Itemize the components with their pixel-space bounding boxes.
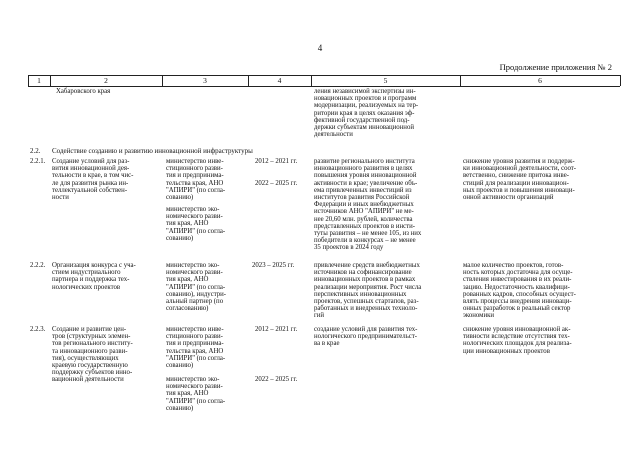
row-risks: снижение уровня инновационной ак- тивности вследствие отсутствия тех- нологических площадок для реализа- ции инновационных проектов — [463, 326, 572, 355]
row-name: Создание условий для раз- вития инновационной дея- тельности в крае, в том чис- ле для развития рынка ин- теллектуальной собствен- ности — [52, 158, 134, 202]
section-title: Содействие созданию и развитию инновационной инфраструктуры — [52, 147, 253, 155]
row-executor-2: министерство эко- номического разви- тия края, АНО "АПИРИ" (по согла- сованию) — [166, 376, 226, 412]
row-executor-2: министерство эко- номического разви- тия края, АНО "АПИРИ" (по согла- сованию) — [166, 206, 226, 242]
row-name: Создание и развитие цен- тров (структурных элемен- тов регионального институ- та инновационного разви- тия), осуществляющих краевую государственную поддержку субъектов инно- вационной деятельности — [52, 326, 133, 384]
section-number: 2.2. — [30, 147, 41, 155]
row-number: 2.2.3. — [30, 326, 46, 333]
header-col-1: 1 — [37, 76, 41, 85]
col-divider-6 — [620, 75, 621, 86]
header-col-5: 5 — [383, 76, 388, 85]
row-result: развитие регионального института инновационного развития в целях повышения уровня инновационной активности в крае; увеличение объ- ема привлеченных инвестиций из институтов развития Российской Федерации и иных внебюджетных источников АНО "АПИРИ" не ме- нее 20,60 млн. рублей, количества представленных проектов в инсти- туты развития – не менее 105, из них победители в конкурсах – не менее 35 проектов в 2024 году — [314, 158, 422, 252]
table-header-bottom-border — [28, 86, 620, 87]
row-result: создание условий для развития тех- нологического предпринимательст- ва в крае — [314, 326, 418, 348]
row-term-2: 2022 – 2025 гг. — [255, 180, 298, 187]
row-term: 2012 – 2021 гг. — [255, 158, 298, 165]
row-result: привлечение средств внебюджетных источников на софинансирование инновационных проектов в рамках реализации мероприятия. Рост числа перспективных инновационных проектов, успешных стартапов, раз- работанных и внедренных техноло- гий — [314, 262, 422, 320]
top-row-result: ления независимой экспертизы ин- новационных проектов и программ модернизации, реализуемых на тер- ритории края в целях оказания эф- фективной государственной под- держки субъектам инновационной деятельности — [314, 88, 419, 139]
row-number: 2.2.1. — [30, 158, 46, 165]
header-col-4: 4 — [277, 76, 282, 85]
header-col-2: 2 — [104, 76, 108, 85]
row-name: Организация конкурса с уча- стием индустриального партнера и поддержка тех- нологических проектов — [52, 262, 136, 291]
top-row-name: Хабаровского края — [56, 88, 111, 95]
row-term: 2023 – 2025 гг. — [252, 262, 295, 269]
row-executor: министерство эко- номического разви- тия края, АНО "АПИРИ" (по согла- сованию), индустри- альный партнер (по согласованию) — [166, 262, 227, 313]
header-col-6: 6 — [538, 76, 542, 85]
row-executor: министерство инве- стиционного разви- тия и предпринима- тельства края, АНО "АПИРИ" (по согла- сованию) — [166, 158, 226, 202]
row-term-2: 2022 – 2025 гг. — [255, 376, 298, 383]
row-executor: министерство инве- стиционного разви- тия и предпринима- тельства края, АНО "АПИРИ" (по согла- сованию) — [166, 326, 226, 370]
row-number: 2.2.2. — [30, 262, 46, 269]
row-term: 2012 – 2021 гг. — [255, 326, 298, 333]
row-risks: малое количество проектов, готов- ность которых достаточна для осуще- ствления инвестирования в их реали- зацию. Недостаточность квалифици- рованных кадров, способных осущест- влять процессы внедрения инноваци- онных разработок в реальный сектор экономики — [463, 262, 576, 320]
continuation-label: Продолжение приложения № 2 — [499, 62, 612, 72]
header-col-3: 3 — [203, 76, 207, 85]
row-risks: снижение уровня развития и поддерж- ки инновационной деятельности, соот- ветственно, снижение притока инве- стиций для реализации инновацион- ных проектов и повышения инноваци- онной активности организаций — [463, 158, 577, 202]
page-number: 4 — [317, 43, 323, 53]
